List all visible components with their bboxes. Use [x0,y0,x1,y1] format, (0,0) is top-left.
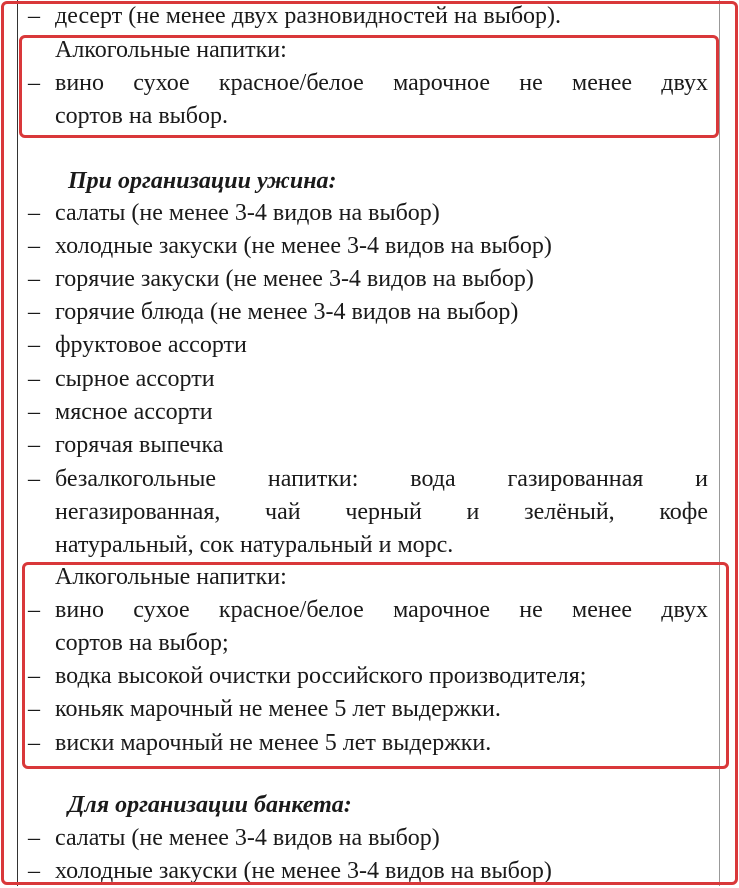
section-heading-dinner: При организации ужина: [68,168,337,194]
item-text: вино сухое красное/белое марочное не менее двух [55,70,708,96]
item-text: фруктовое ассорти [55,332,247,358]
item-text: коньяк марочный не менее 5 лет выдержки. [55,696,501,722]
dash: – [28,399,40,425]
alcohol-label: Алкогольные напитки: [55,564,287,590]
dash: – [28,366,40,392]
dash: – [28,299,40,325]
dash: – [28,663,40,689]
highlight-frame-outer [1,1,738,885]
list-item-cont: сортов на выбор. [55,103,229,129]
dash: – [28,70,40,96]
dash: – [28,432,40,458]
item-text: сырное ассорти [55,366,215,392]
item-text: салаты (не менее 3-4 видов на выбор) [55,825,440,851]
alcohol-label: Алкогольные напитки: [55,37,287,63]
list-item-cont: сортов на выбор; [55,630,229,656]
dash: – [28,233,40,259]
item-text: горячие закуски (не менее 3-4 видов на выбор) [55,266,534,292]
dash: – [28,597,40,623]
list-item-cont: натуральный, сок натуральный и морс. [55,532,454,558]
list-item-cont: негазированная, чай черный и зелёный, кофе [55,499,708,525]
dash: – [28,266,40,292]
dash: – [28,696,40,722]
dash: – [28,858,40,884]
item-text: горячая выпечка [55,432,224,458]
dash: – [28,825,40,851]
dash: – [28,3,40,29]
item-text: мясное ассорти [55,399,213,425]
item-text: холодные закуски (не менее 3-4 видов на выбор) [55,233,552,259]
item-text: безалкогольные напитки: вода газированная и [55,466,708,492]
item-text: водка высокой очистки российского производителя; [55,663,587,689]
item-text: вино сухое красное/белое марочное не менее двух [55,597,708,623]
dash: – [28,730,40,756]
dash: – [28,466,40,492]
section-heading-banquet: Для организации банкета: [68,792,352,818]
item-text: десерт (не менее двух разновидностей на выбор). [55,3,562,29]
dash: – [28,200,40,226]
item-text: салаты (не менее 3-4 видов на выбор) [55,200,440,226]
item-text: горячие блюда (не менее 3-4 видов на выбор) [55,299,519,325]
item-text: виски марочный не менее 5 лет выдержки. [55,730,492,756]
dash: – [28,332,40,358]
item-text: холодные закуски (не менее 3-4 видов на выбор) [55,858,552,884]
